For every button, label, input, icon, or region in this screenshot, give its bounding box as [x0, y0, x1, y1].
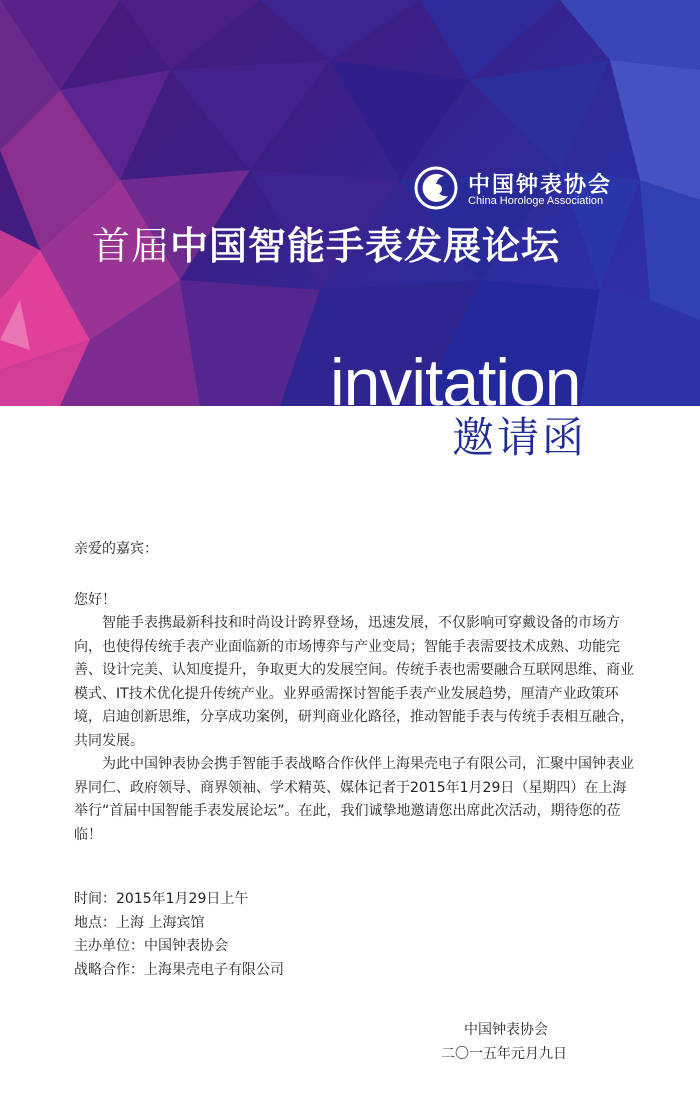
- forum-title-main: 中国智能手表发展论坛: [170, 224, 561, 268]
- paragraph-invitation: 为此中国钟表协会携手智能手表战略合作伙伴上海果壳电子有限公司，汇聚中国钟表业界同仁、政府领导、商界领袖、学术精英、媒体记者于2015年1月29日（星期四）在上海举行“首届中国智能手表发展论坛”。在此，我们诚挚地邀请您出席此次活动，期待您的莅临！: [74, 756, 634, 843]
- greeting: 您好！: [74, 591, 116, 608]
- signature-date: 二〇一五年元月九日: [441, 1046, 567, 1062]
- association-logo: [414, 166, 624, 210]
- event-host: 主办单位：中国钟表协会: [74, 938, 228, 954]
- paragraph-background: 智能手表携最新科技和时尚设计跨界登场，迅速发展，不仅影响可穿戴设备的市场方向，也使得传统手表产业面临新的市场博弈与产业变局；智能手表需要技术成熟、功能完善、设计完美、认知度提升，争取更大的发展空间。传统手表也需要融合互联网思维、商业模式、IT技术优化提升传统产业。业界亟需探讨智能手表产业发展趋势，厘清产业政策环境，启迪创新思维，分享成功案例，研判商业化路径，推动智能手表与传统手表相互融合，共同发展。: [74, 615, 634, 749]
- signature-block: [424, 1018, 584, 1066]
- invitation-heading-cn: 邀请函: [452, 413, 588, 462]
- forum-title-prefix: 首届: [92, 224, 171, 268]
- association-emblem-icon: [414, 166, 458, 210]
- event-time: 时间：2015年1月29日上午: [74, 891, 249, 907]
- logo-name-cn: 中国钟表协会: [468, 173, 613, 198]
- salutation: 亲爱的嘉宾：: [74, 541, 158, 557]
- event-partner: 战略合作：上海果壳电子有限公司: [74, 961, 284, 978]
- event-place: 地点：上海 上海宾馆: [74, 914, 205, 931]
- event-details: [74, 888, 284, 982]
- invitation-heading-en: invitation: [330, 342, 581, 422]
- letter-body: [74, 538, 634, 847]
- signature-org: 中国钟表协会: [464, 1022, 548, 1038]
- logo-name-en: China Horologe Association: [468, 195, 604, 207]
- forum-title: [92, 220, 560, 272]
